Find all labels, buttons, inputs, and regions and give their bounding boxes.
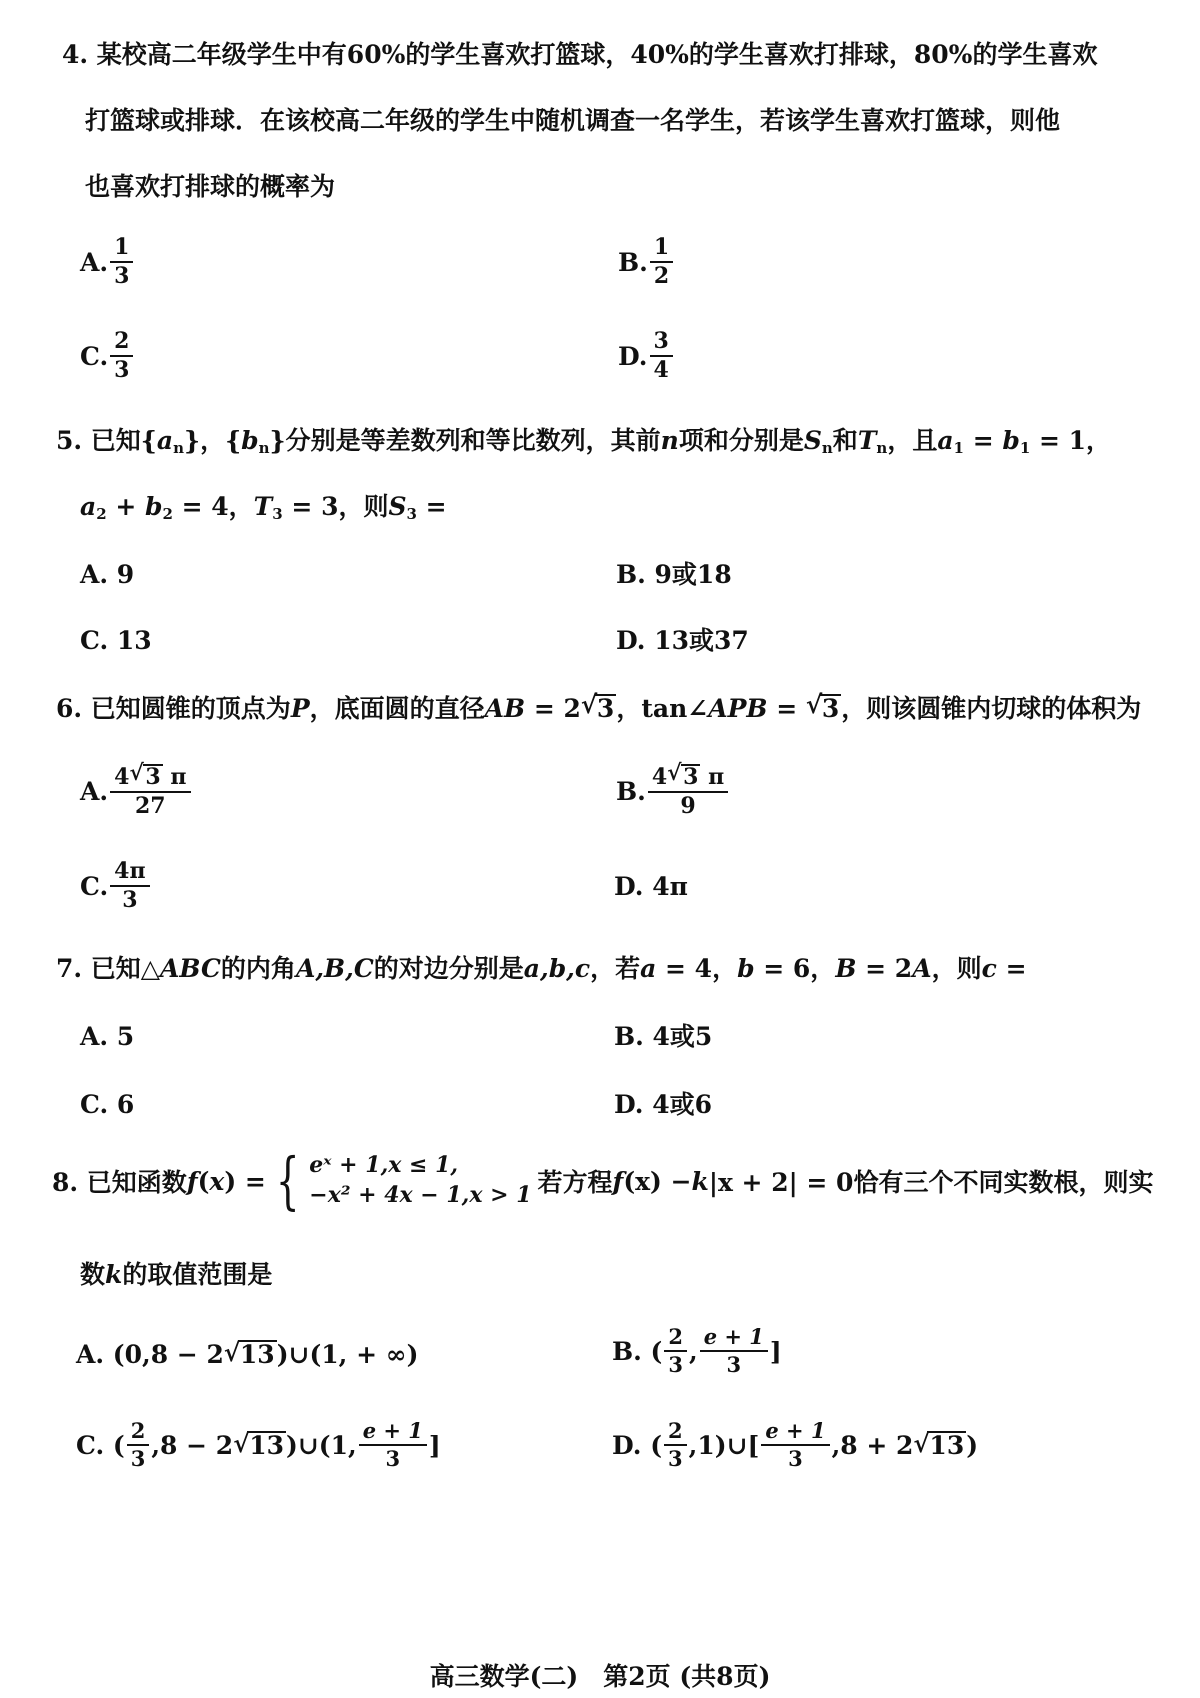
text: 和 [832, 426, 858, 455]
denominator: 4 [653, 357, 669, 384]
var: A [912, 954, 932, 983]
fraction [127, 1420, 150, 1470]
text: ( [197, 1166, 210, 1196]
denominator: 27 [135, 793, 166, 820]
var: P [290, 694, 310, 723]
cases [309, 1151, 531, 1210]
numerator: 1 [650, 236, 673, 263]
text: ] [769, 1336, 782, 1366]
var: APB [708, 694, 768, 723]
text: ，tan∠ [616, 694, 709, 723]
var: b [1002, 426, 1020, 455]
var: b [145, 492, 163, 521]
q4-option-a [80, 236, 135, 288]
sqrt [581, 694, 616, 722]
q8-line-1 [52, 1144, 1154, 1217]
var: c [981, 954, 997, 983]
numerator: 2 [110, 330, 133, 357]
text: C. ( [76, 1430, 125, 1460]
text: (x) − [623, 1166, 692, 1196]
numerator [648, 764, 728, 793]
numerator: e + 1 [700, 1326, 768, 1352]
text: ] [428, 1430, 441, 1460]
case-1: eˣ + 1,x ≤ 1, [309, 1152, 459, 1179]
var: ABC [160, 954, 221, 983]
text: ，则该圆锥内切球的体积为 [841, 694, 1142, 723]
fraction [648, 764, 728, 818]
text: ,1)∪[ [688, 1430, 760, 1460]
text: ，若 [590, 954, 641, 983]
subscript: 2 [162, 505, 173, 523]
q6-line-1 [56, 694, 1141, 722]
page-footer: 高三数学(二) 第2页 (共8页) [429, 1662, 771, 1691]
q5-line-1 [56, 428, 1111, 456]
text: + [106, 492, 145, 521]
fraction [359, 1420, 427, 1470]
q8-option-b [612, 1326, 782, 1376]
denominator: 9 [680, 793, 696, 820]
denominator: 2 [653, 263, 670, 290]
pi: π [170, 764, 187, 790]
option-label: D. [618, 341, 648, 371]
radicand: 3 [821, 694, 840, 723]
q5-option-a: A. 9 [80, 560, 135, 589]
denominator: 3 [726, 1352, 742, 1378]
q7-line-1 [56, 956, 1027, 981]
piecewise-function [266, 1144, 532, 1217]
var: k [691, 1166, 709, 1196]
radicand: 3 [596, 694, 615, 723]
text: = 4， [656, 954, 738, 983]
text: = 2 [525, 694, 581, 723]
var: b [737, 954, 755, 983]
var: T [857, 426, 877, 455]
sqrt [233, 1431, 286, 1460]
subscript: n [173, 439, 184, 457]
pi: π [708, 764, 725, 790]
fraction [110, 764, 190, 818]
q8-option-a [76, 1340, 418, 1369]
text: 若方程 [537, 1168, 613, 1197]
numerator: e + 1 [359, 1420, 427, 1446]
q4-line-1: 4. 某校高二年级学生中有60%的学生喜欢打篮球，40%的学生喜欢打排球，80%的学生喜欢 [62, 40, 1098, 69]
q8-option-c [76, 1420, 441, 1470]
subscript: n [258, 439, 270, 457]
denominator: 3 [668, 1446, 683, 1472]
fraction [110, 860, 149, 912]
var: T [253, 492, 273, 521]
fraction [761, 1420, 829, 1470]
numerator: 2 [664, 1326, 687, 1352]
subscript: 1 [1019, 439, 1031, 457]
q5-option-b: B. 9或18 [616, 560, 732, 589]
q5-line-2 [80, 494, 447, 522]
text: ,8 − 2 [151, 1430, 234, 1460]
text: 的内角 [220, 954, 296, 983]
denominator: 3 [788, 1446, 803, 1472]
numerator: 2 [127, 1420, 150, 1446]
denominator: 3 [114, 357, 130, 384]
q4-option-b [618, 236, 675, 288]
text: 项和分别是 [678, 426, 804, 455]
text: = 6， [754, 954, 836, 983]
denominator: 3 [114, 263, 130, 290]
var: a [640, 954, 657, 983]
text: = 4， [172, 492, 254, 521]
var: x [209, 1166, 225, 1196]
fraction [650, 330, 673, 382]
radicand: 3 [683, 764, 699, 790]
denominator: 3 [130, 1446, 146, 1472]
left-brace: { [275, 1144, 300, 1217]
fraction [110, 330, 133, 382]
text: ,8 + 2 [831, 1430, 914, 1460]
q4-option-d [618, 330, 675, 382]
var: a [156, 426, 174, 455]
sqrt [913, 1431, 966, 1460]
sqrt [806, 694, 841, 722]
fraction [664, 1420, 687, 1470]
numerator: 2 [664, 1420, 687, 1446]
q7-option-a: A. 5 [80, 1022, 135, 1051]
q6-option-b [616, 764, 730, 818]
text: }，{ [184, 426, 242, 455]
subscript: n [876, 439, 888, 457]
q8-option-d [612, 1420, 978, 1470]
text: ) = [224, 1166, 266, 1196]
numerator [110, 764, 190, 793]
fraction [664, 1326, 687, 1376]
subscript: 3 [406, 505, 417, 523]
radicand: 13 [929, 1430, 965, 1460]
sqrt [129, 764, 162, 789]
var: b [241, 426, 259, 455]
radicand: 13 [239, 1340, 275, 1369]
text: = [996, 954, 1027, 983]
var: B [835, 954, 857, 983]
q4-line-3: 也喜欢打排球的概率为 [85, 172, 336, 201]
fraction [110, 236, 133, 288]
option-label: A. [80, 776, 109, 806]
numerator: 1 [110, 236, 133, 263]
var: k [105, 1260, 123, 1289]
text: = 3，则 [282, 492, 389, 521]
var: A,B,C [295, 954, 374, 983]
text: ，底面圆的直径 [309, 694, 485, 723]
q4-option-c [80, 330, 135, 382]
option-label: A. [80, 247, 109, 277]
text: |x + 2| = 0恰有三个不同实数根，则实 [708, 1168, 1154, 1197]
case-2: −x² + 4x − 1,x > 1 [309, 1182, 532, 1208]
subscript: 1 [953, 439, 964, 457]
radicand: 3 [145, 764, 161, 790]
var: f [186, 1166, 198, 1196]
var: a [80, 492, 97, 521]
radicand: 13 [249, 1430, 284, 1460]
text: = [767, 694, 806, 723]
text: D. ( [612, 1430, 663, 1460]
text: )∪(1, [285, 1430, 357, 1460]
text: ) [966, 1430, 979, 1460]
q6-option-d: D. 4π [614, 872, 688, 901]
var: S [803, 426, 822, 455]
coef: 4 [651, 764, 668, 790]
sqrt [667, 764, 700, 789]
var: a,b,c [523, 954, 591, 983]
text: A. (0,8 − 2 [76, 1340, 224, 1369]
fraction [700, 1326, 768, 1376]
text: ，且 [887, 426, 938, 455]
subscript: 2 [96, 505, 107, 523]
text: 的对边分别是 [373, 954, 524, 983]
var: n [660, 426, 679, 455]
text: = [963, 426, 1003, 455]
text: 的取值范围是 [122, 1260, 273, 1289]
option-label: C. [80, 871, 109, 901]
numerator: 3 [650, 330, 673, 357]
text: = 2 [856, 954, 913, 983]
numerator: e + 1 [761, 1420, 829, 1446]
var: f [612, 1166, 624, 1196]
text: 6. 已知圆锥的顶点为 [56, 694, 291, 723]
var: S [388, 492, 407, 521]
q7-option-d: D. 4或6 [614, 1090, 712, 1119]
numerator: 4π [110, 860, 149, 887]
fraction [650, 236, 673, 288]
text: 数 [80, 1260, 106, 1289]
text: = 1， [1030, 426, 1112, 455]
option-label: B. [616, 776, 646, 806]
q6-option-a [80, 764, 193, 818]
text: , [689, 1336, 698, 1366]
sqrt [224, 1340, 277, 1369]
denominator: 3 [385, 1446, 401, 1472]
q5-option-d: D. 13或37 [616, 626, 749, 655]
subscript: n [821, 439, 833, 457]
q7-option-b: B. 4或5 [614, 1022, 713, 1051]
denominator: 3 [668, 1352, 683, 1378]
option-label: C. [80, 341, 109, 371]
q7-option-c: C. 6 [80, 1090, 135, 1119]
text: )∪(1, + ∞) [276, 1340, 419, 1369]
text: = [416, 492, 447, 521]
text: 8. 已知函数 [52, 1168, 187, 1197]
text: 7. 已知△ [56, 954, 161, 983]
coef: 4 [114, 764, 130, 790]
var: a [937, 426, 954, 455]
text: }分别是等差数列和等比数列，其前 [269, 426, 661, 455]
q4-line-2: 打篮球或排球．在该校高二年级的学生中随机调查一名学生，若该学生喜欢打篮球，则他 [85, 106, 1061, 135]
q8-line-2 [80, 1262, 272, 1287]
text: 5. 已知{ [56, 426, 157, 455]
text: ，则 [931, 954, 982, 983]
q6-option-c [80, 860, 152, 912]
subscript: 3 [272, 505, 283, 523]
text: B. ( [612, 1336, 663, 1366]
q5-option-c: C. 13 [80, 626, 152, 655]
option-label: B. [618, 247, 648, 277]
var: AB [484, 694, 526, 723]
denominator: 3 [122, 887, 138, 914]
